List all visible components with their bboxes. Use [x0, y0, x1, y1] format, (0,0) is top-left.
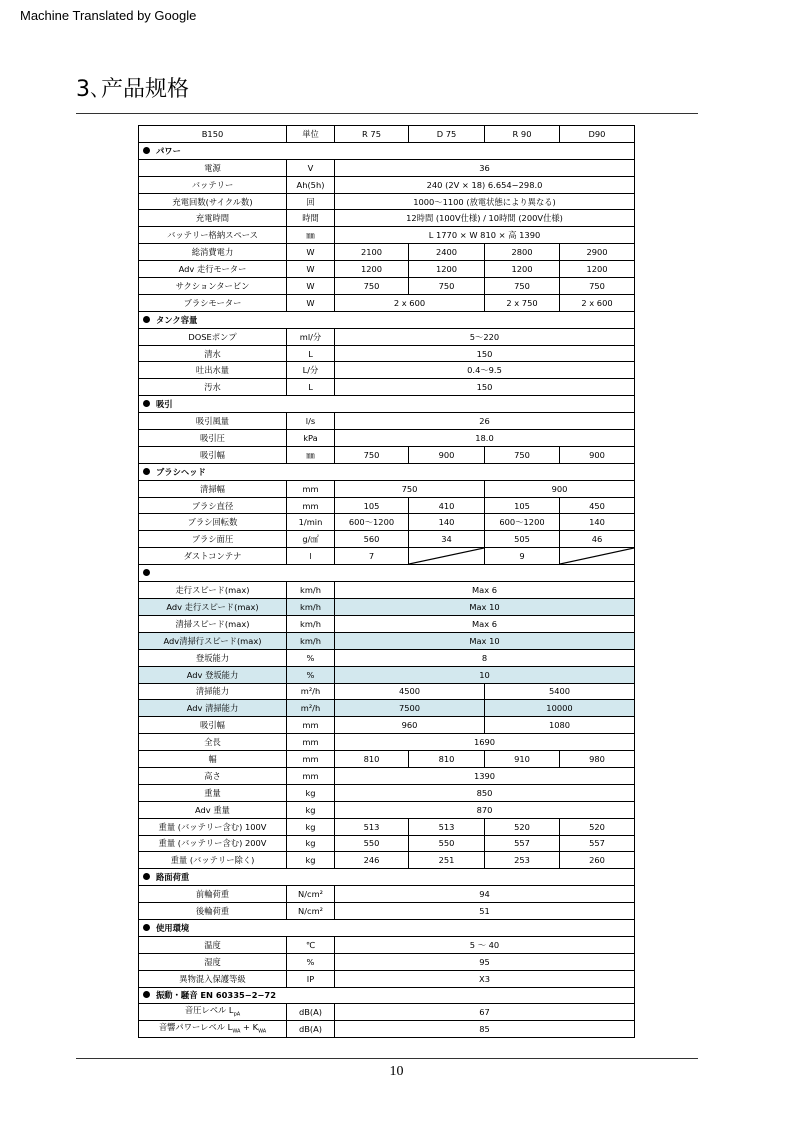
table-row	[139, 497, 635, 514]
row-label: 前輪荷重	[139, 886, 287, 903]
row-label: Adv 清掃能力	[139, 700, 287, 717]
row-label: 温度	[139, 936, 287, 953]
row-unit: W	[287, 261, 335, 278]
row-label: Adv 登坂能力	[139, 666, 287, 683]
section-label: 使用環境	[156, 922, 190, 933]
value-cell: 5400	[485, 683, 635, 700]
table-row	[139, 413, 635, 430]
row-unit: g/㎠	[287, 531, 335, 548]
column-header: 単位	[287, 126, 335, 143]
value-cell: 750	[560, 278, 635, 295]
value-cell: 2800	[485, 244, 560, 261]
table-row	[139, 193, 635, 210]
table-row	[139, 852, 635, 869]
column-header: R 75	[335, 126, 409, 143]
row-label: 総消費電力	[139, 244, 287, 261]
row-label: 吸引風量	[139, 413, 287, 430]
value-cell: 2 x 750	[485, 294, 560, 311]
value-cell: 2 x 600	[335, 294, 485, 311]
value-cell: 251	[409, 852, 485, 869]
value-cell: 750	[335, 446, 409, 463]
value-cell: 750	[409, 278, 485, 295]
section-row	[139, 142, 635, 159]
row-label: 登坂能力	[139, 649, 287, 666]
row-unit: kg	[287, 801, 335, 818]
row-label: 異物混入保護等級	[139, 970, 287, 987]
value-cell: 94	[335, 886, 635, 903]
table-row	[139, 700, 635, 717]
row-label: 後輪荷重	[139, 903, 287, 920]
value-cell: 810	[335, 751, 409, 768]
value-cell: 910	[485, 751, 560, 768]
row-unit: ㎜	[287, 227, 335, 244]
row-unit: mm	[287, 734, 335, 751]
row-label: ブラシモーター	[139, 294, 287, 311]
section-header	[139, 987, 635, 1004]
section-header	[139, 311, 635, 328]
row-label: サクションタービン	[139, 278, 287, 295]
row-unit: L/分	[287, 362, 335, 379]
section-header	[139, 565, 635, 582]
table-header-row	[139, 126, 635, 143]
value-cell: 34	[409, 531, 485, 548]
bullet-icon	[143, 991, 150, 998]
value-cell: 1080	[485, 717, 635, 734]
row-label: ブラシ回転数	[139, 514, 287, 531]
row-unit: kg	[287, 784, 335, 801]
column-header: B150	[139, 126, 287, 143]
value-cell: 8	[335, 649, 635, 666]
value-cell: 1390	[335, 767, 635, 784]
section-label: 吸引	[156, 399, 173, 410]
top-divider	[76, 113, 698, 114]
row-label: ブラシ直径	[139, 497, 287, 514]
row-label: 走行スピード(max)	[139, 582, 287, 599]
section-row	[139, 987, 635, 1004]
value-cell: 505	[485, 531, 560, 548]
value-cell: X3	[335, 970, 635, 987]
row-label: 吸引幅	[139, 446, 287, 463]
section-header	[139, 869, 635, 886]
table-row	[139, 835, 635, 852]
row-unit: l/s	[287, 413, 335, 430]
section-header	[139, 919, 635, 936]
table-row	[139, 345, 635, 362]
row-unit: l	[287, 548, 335, 565]
column-header: D90	[560, 126, 635, 143]
row-label: 充電時間	[139, 210, 287, 227]
value-cell: 5〜220	[335, 328, 635, 345]
value-cell: 18.0	[335, 430, 635, 447]
table-row	[139, 227, 635, 244]
value-cell: 750	[335, 278, 409, 295]
value-cell: 550	[409, 835, 485, 852]
table-row	[139, 278, 635, 295]
row-unit: W	[287, 244, 335, 261]
value-cell: 750	[485, 446, 560, 463]
row-unit: mm	[287, 767, 335, 784]
row-unit: IP	[287, 970, 335, 987]
value-cell: 1200	[485, 261, 560, 278]
table-row	[139, 159, 635, 176]
value-cell: 105	[485, 497, 560, 514]
column-header: D 75	[409, 126, 485, 143]
value-cell: 253	[485, 852, 560, 869]
table-row	[139, 751, 635, 768]
table-row	[139, 615, 635, 632]
row-unit: %	[287, 953, 335, 970]
subscript: pA	[233, 1011, 241, 1018]
value-cell: 600〜1200	[335, 514, 409, 531]
bullet-icon	[143, 147, 150, 154]
value-cell: 850	[335, 784, 635, 801]
value-cell: 900	[560, 446, 635, 463]
table-row	[139, 514, 635, 531]
row-label: 湿度	[139, 953, 287, 970]
value-cell: 36	[335, 159, 635, 176]
value-cell: 513	[409, 818, 485, 835]
row-unit: m²/h	[287, 683, 335, 700]
subscript: WA	[232, 1028, 241, 1035]
row-label: 重量 (バッテリー除く)	[139, 852, 287, 869]
row-unit: km/h	[287, 615, 335, 632]
row-unit: 回	[287, 193, 335, 210]
value-cell: Max 10	[335, 632, 635, 649]
page-number: 10	[389, 1064, 404, 1079]
row-label: 音響パワーレベル $L_{WA} + K_{WA}$	[139, 1021, 287, 1038]
value-cell: 10	[335, 666, 635, 683]
table-row	[139, 176, 635, 193]
value-cell: 150	[335, 379, 635, 396]
value-cell: 1200	[335, 261, 409, 278]
section-row	[139, 396, 635, 413]
value-cell: 0.4〜9.5	[335, 362, 635, 379]
table-row	[139, 683, 635, 700]
section-header	[139, 142, 635, 159]
table-row	[139, 903, 635, 920]
subscript: WA	[258, 1028, 267, 1035]
section-row	[139, 919, 635, 936]
row-label: 清掃スピード(max)	[139, 615, 287, 632]
table-row	[139, 936, 635, 953]
section-label: ブラシヘッド	[156, 466, 206, 477]
table-row	[139, 244, 635, 261]
value-cell: 51	[335, 903, 635, 920]
table-row	[139, 649, 635, 666]
table-row	[139, 818, 635, 835]
value-cell: 810	[409, 751, 485, 768]
row-label: 重量 (バッテリー含む) 200V	[139, 835, 287, 852]
value-cell: 2 x 600	[560, 294, 635, 311]
row-label: Adv清掃行スピード(max)	[139, 632, 287, 649]
not-applicable-cell	[560, 548, 635, 565]
row-unit: Ah(5h)	[287, 176, 335, 193]
row-unit: N/cm²	[287, 903, 335, 920]
table-row	[139, 632, 635, 649]
row-label: 汚水	[139, 379, 287, 396]
row-label: ブラシ面圧	[139, 531, 287, 548]
value-cell: 900	[409, 446, 485, 463]
row-label: 高さ	[139, 767, 287, 784]
row-unit: mm	[287, 497, 335, 514]
value-cell: 105	[335, 497, 409, 514]
value-cell: Max 6	[335, 582, 635, 599]
row-unit: ml/分	[287, 328, 335, 345]
table-row	[139, 294, 635, 311]
row-unit: L	[287, 379, 335, 396]
row-unit: kg	[287, 835, 335, 852]
table-row	[139, 582, 635, 599]
row-label: 充電回数(サイクル数)	[139, 193, 287, 210]
row-unit: mm	[287, 717, 335, 734]
value-cell: 750	[485, 278, 560, 295]
value-cell: 750	[335, 480, 485, 497]
value-cell: 7	[335, 548, 409, 565]
value-cell: 450	[560, 497, 635, 514]
row-label: バッテリー	[139, 176, 287, 193]
row-unit: W	[287, 294, 335, 311]
section-header	[139, 396, 635, 413]
row-unit: mm	[287, 751, 335, 768]
row-label: Adv 走行スピード(max)	[139, 599, 287, 616]
value-cell: 550	[335, 835, 409, 852]
row-unit: dB(A)	[287, 1021, 335, 1038]
value-cell: 557	[485, 835, 560, 852]
value-cell: Max 10	[335, 599, 635, 616]
table-row	[139, 210, 635, 227]
value-cell: 520	[485, 818, 560, 835]
section-label: 振動・騒音 EN 60335−2−72	[156, 990, 276, 1001]
row-unit: km/h	[287, 599, 335, 616]
bullet-icon	[143, 873, 150, 880]
table-row	[139, 717, 635, 734]
row-unit: V	[287, 159, 335, 176]
row-unit: mm	[287, 480, 335, 497]
value-cell: 26	[335, 413, 635, 430]
value-cell: L 1770 × W 810 × 高 1390	[335, 227, 635, 244]
table-row	[139, 430, 635, 447]
not-applicable-cell	[409, 548, 485, 565]
value-cell: 1200	[409, 261, 485, 278]
value-cell: 246	[335, 852, 409, 869]
section-label: パワー	[156, 145, 181, 156]
row-unit: ℃	[287, 936, 335, 953]
row-unit: N/cm²	[287, 886, 335, 903]
row-label: バッテリー格納スペース	[139, 227, 287, 244]
section-row	[139, 311, 635, 328]
section-label: タンク容量	[156, 314, 198, 325]
section-row	[139, 869, 635, 886]
row-label: 電源	[139, 159, 287, 176]
value-cell: 1200	[560, 261, 635, 278]
row-unit: %	[287, 666, 335, 683]
column-header: R 90	[485, 126, 560, 143]
machine-translated-notice: Machine Translated by Google	[20, 8, 197, 23]
row-label: 清水	[139, 345, 287, 362]
table-row	[139, 886, 635, 903]
table-row	[139, 1021, 635, 1038]
row-label: Adv 走行モーター	[139, 261, 287, 278]
spec-table-body	[139, 126, 635, 1038]
value-cell: 557	[560, 835, 635, 852]
table-row	[139, 261, 635, 278]
row-unit: L	[287, 345, 335, 362]
section-label: 路面荷重	[156, 872, 190, 883]
row-label: 全長	[139, 734, 287, 751]
value-cell: 240 (2V × 18) 6.654−298.0	[335, 176, 635, 193]
value-cell: 410	[409, 497, 485, 514]
value-cell: 12時間 (100V仕様) / 10時間 (200V仕様)	[335, 210, 635, 227]
value-cell: 520	[560, 818, 635, 835]
table-row	[139, 379, 635, 396]
table-row	[139, 362, 635, 379]
row-unit: km/h	[287, 582, 335, 599]
value-cell: 9	[485, 548, 560, 565]
table-row	[139, 953, 635, 970]
value-cell: 900	[485, 480, 635, 497]
value-cell: 95	[335, 953, 635, 970]
value-cell: 150	[335, 345, 635, 362]
row-label: 吸引圧	[139, 430, 287, 447]
row-unit: %	[287, 649, 335, 666]
table-row	[139, 767, 635, 784]
row-label: 重量 (バッテリー含む) 100V	[139, 818, 287, 835]
value-cell: Max 6	[335, 615, 635, 632]
spec-table	[138, 125, 635, 1038]
table-row	[139, 599, 635, 616]
value-cell: 7500	[335, 700, 485, 717]
table-row	[139, 480, 635, 497]
value-cell: 46	[560, 531, 635, 548]
row-unit: km/h	[287, 632, 335, 649]
value-cell: 980	[560, 751, 635, 768]
table-row	[139, 446, 635, 463]
row-label: Adv 重量	[139, 801, 287, 818]
value-cell: 513	[335, 818, 409, 835]
table-row	[139, 734, 635, 751]
value-cell: 10000	[485, 700, 635, 717]
value-cell: 4500	[335, 683, 485, 700]
row-unit: kPa	[287, 430, 335, 447]
bullet-icon	[143, 468, 150, 475]
row-label: DOSEポンプ	[139, 328, 287, 345]
value-cell: 600〜1200	[485, 514, 560, 531]
value-cell: 5 〜 40	[335, 936, 635, 953]
row-label: 吐出水量	[139, 362, 287, 379]
table-row	[139, 666, 635, 683]
section-row	[139, 565, 635, 582]
value-cell: 2100	[335, 244, 409, 261]
section-header	[139, 463, 635, 480]
bullet-icon	[143, 924, 150, 931]
table-row	[139, 970, 635, 987]
page-title: 3､产品规格	[76, 77, 189, 102]
row-label: 吸引幅	[139, 717, 287, 734]
bullet-icon	[143, 316, 150, 323]
row-label: ダストコンテナ	[139, 548, 287, 565]
bullet-icon	[143, 569, 150, 576]
row-unit: kg	[287, 852, 335, 869]
value-cell: 1000〜1100 (放電状態により異なる)	[335, 193, 635, 210]
row-unit: 時間	[287, 210, 335, 227]
table-row	[139, 531, 635, 548]
value-cell: 140	[409, 514, 485, 531]
value-cell: 2900	[560, 244, 635, 261]
table-row	[139, 328, 635, 345]
value-cell: 1690	[335, 734, 635, 751]
row-label: 音圧レベル $L_{pA}$	[139, 1004, 287, 1021]
row-label: 幅	[139, 751, 287, 768]
value-cell: 140	[560, 514, 635, 531]
value-cell: 2400	[409, 244, 485, 261]
table-row	[139, 801, 635, 818]
row-label: 清掃幅	[139, 480, 287, 497]
value-cell: 85	[335, 1021, 635, 1038]
row-unit: ㎜	[287, 446, 335, 463]
row-unit: 1/min	[287, 514, 335, 531]
bullet-icon	[143, 400, 150, 407]
value-cell: 260	[560, 852, 635, 869]
row-unit: W	[287, 278, 335, 295]
row-label: 清掃能力	[139, 683, 287, 700]
row-label: 重量	[139, 784, 287, 801]
table-row	[139, 784, 635, 801]
value-cell: 960	[335, 717, 485, 734]
row-unit: kg	[287, 818, 335, 835]
table-row	[139, 548, 635, 565]
value-cell: 67	[335, 1004, 635, 1021]
bottom-divider	[76, 1058, 698, 1059]
table-row	[139, 1004, 635, 1021]
value-cell: 560	[335, 531, 409, 548]
row-unit: dB(A)	[287, 1004, 335, 1021]
value-cell: 870	[335, 801, 635, 818]
row-unit: m²/h	[287, 700, 335, 717]
section-row	[139, 463, 635, 480]
